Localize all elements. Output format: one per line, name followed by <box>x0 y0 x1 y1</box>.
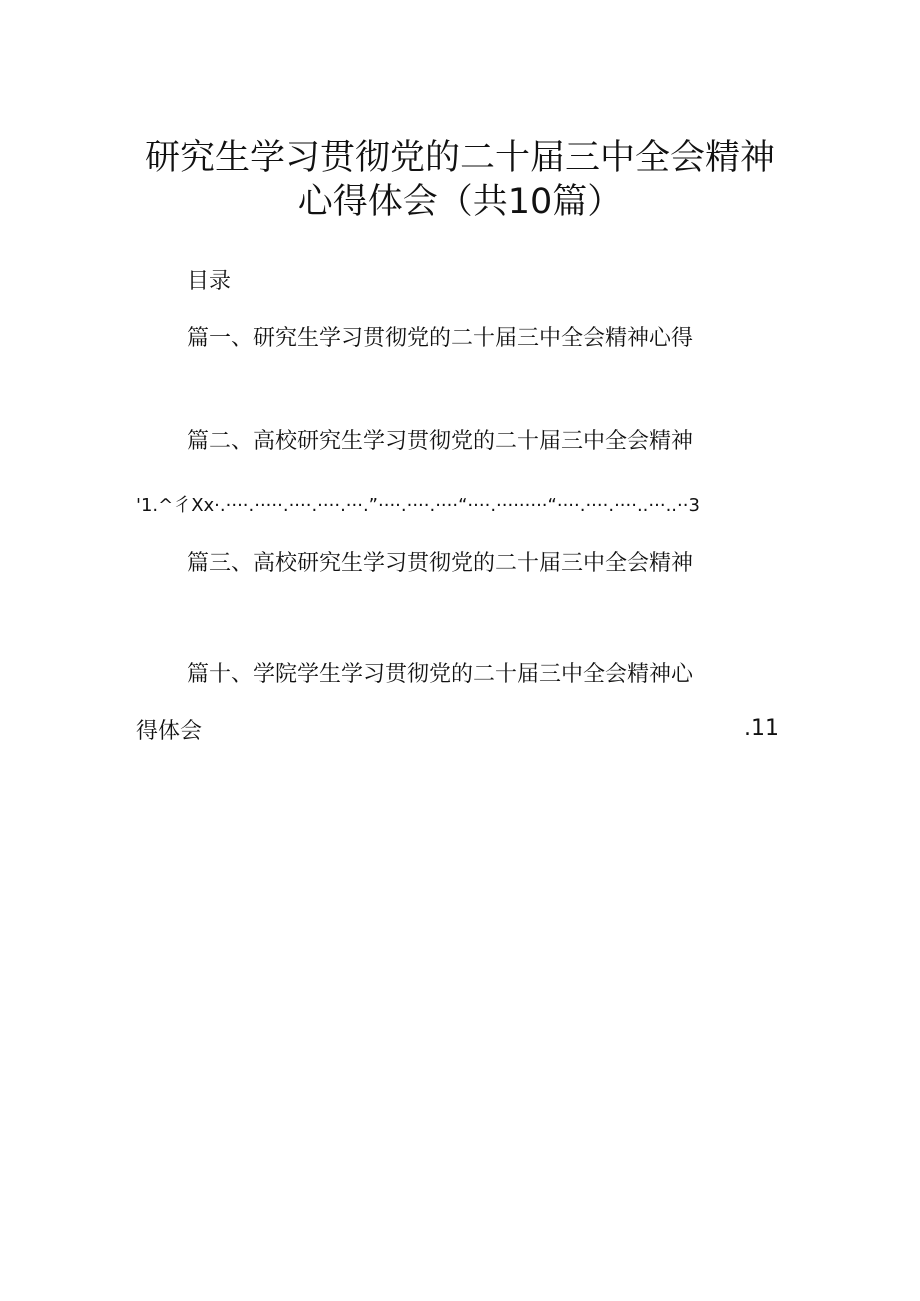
document-title-line-2: 心得体会（共10篇） <box>297 182 623 222</box>
toc-entry-10[interactable]: 篇十、学院学生学习贯彻党的二十届三中全会精神心 <box>187 662 694 687</box>
toc-entry-2-leader: '1.^彳Xx·.····.·····.····.····.···.”····.····.····“····.·········“····.····.····..···..··3 <box>136 495 700 516</box>
toc-entry-3[interactable]: 篇三、高校研究生学习贯彻党的二十届三中全会精神 <box>187 551 694 576</box>
toc-entry-10-continuation[interactable]: 得体会 <box>136 719 203 744</box>
toc-entry-2[interactable]: 篇二、高校研究生学习贯彻党的二十届三中全会精神 <box>187 429 694 454</box>
toc-entry-1[interactable]: 篇一、研究生学习贯彻党的二十届三中全会精神心得 <box>187 326 694 351</box>
document-title-line-1: 研究生学习贯彻党的二十届三中全会精神 <box>144 138 775 178</box>
toc-heading: 目录 <box>187 269 232 294</box>
toc-entry-10-page-number: .11 <box>744 716 779 741</box>
